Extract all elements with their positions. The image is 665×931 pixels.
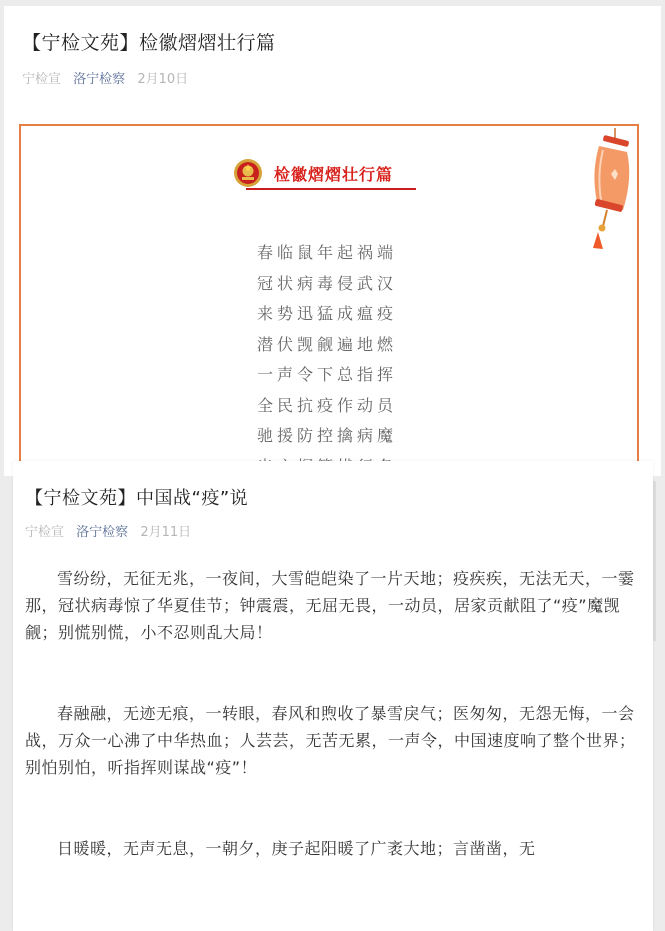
poem-line: 冠状病毒侵武汉 xyxy=(257,273,398,293)
account-link[interactable]: 洛宁检察 xyxy=(76,525,129,540)
poem-title: 检徽熠熠壮行篇 xyxy=(274,165,394,184)
article-paragraph: 日暖暖，无声无息，一朝夕，庚子起阳暖了广袤大地；言凿凿，无 xyxy=(57,839,536,858)
poem-lines xyxy=(257,238,397,476)
article-title: 【宁检文苑】中国战“疫”说 xyxy=(25,488,249,509)
article-title: 【宁检文苑】检徽熠熠壮行篇 xyxy=(22,32,276,54)
article-paragraph: 春融融，无迹无痕，一转眼，春风和煦收了暴雪戾气；医匆匆，无怨无悔，一会战，万众一心沸了中华热血；人芸芸，无苦无累，一声令，中国速度响了整个世界；别怕别怕，听指挥则谋战“疫”！ xyxy=(25,704,636,777)
author-name: 宁检宣 xyxy=(22,72,62,87)
publish-date: 2月11日 xyxy=(140,525,192,540)
poem-line: 来势迅猛成瘟疫 xyxy=(257,304,398,323)
poem-line: 潜伏觊觎遍地燃 xyxy=(257,334,398,354)
poem-line: 驰援防控擒病魔 xyxy=(257,426,398,445)
title-underline xyxy=(246,188,416,190)
article-card-1 xyxy=(4,6,661,476)
article-meta xyxy=(22,68,188,87)
lantern-icon xyxy=(581,128,637,250)
scroll-edge xyxy=(653,481,656,641)
account-link[interactable]: 洛宁检察 xyxy=(73,72,126,87)
poem-line: 春临鼠年起祸端 xyxy=(257,243,398,262)
article-meta xyxy=(25,521,191,540)
author-name: 宁检宣 xyxy=(25,525,65,540)
procuratorate-emblem-icon xyxy=(233,158,263,188)
publish-date: 2月10日 xyxy=(137,72,189,87)
article-card-2 xyxy=(13,461,653,931)
article-paragraph: 雪纷纷，无征无兆，一夜间，大雪皑皑染了一片天地；疫疾疾，无法无天，一霎那，冠状病毒惊了华夏佳节；钟震震，无屈无畏，一动员，居家贡献阻了“疫”魔觊觎；别慌别慌，小不忍则乱大局！ xyxy=(25,569,635,642)
poem-line: 全民抗疫作动员 xyxy=(257,395,398,415)
article-body xyxy=(25,565,637,862)
poem-frame xyxy=(19,124,639,476)
poem-line: 一声令下总指挥 xyxy=(257,365,398,384)
